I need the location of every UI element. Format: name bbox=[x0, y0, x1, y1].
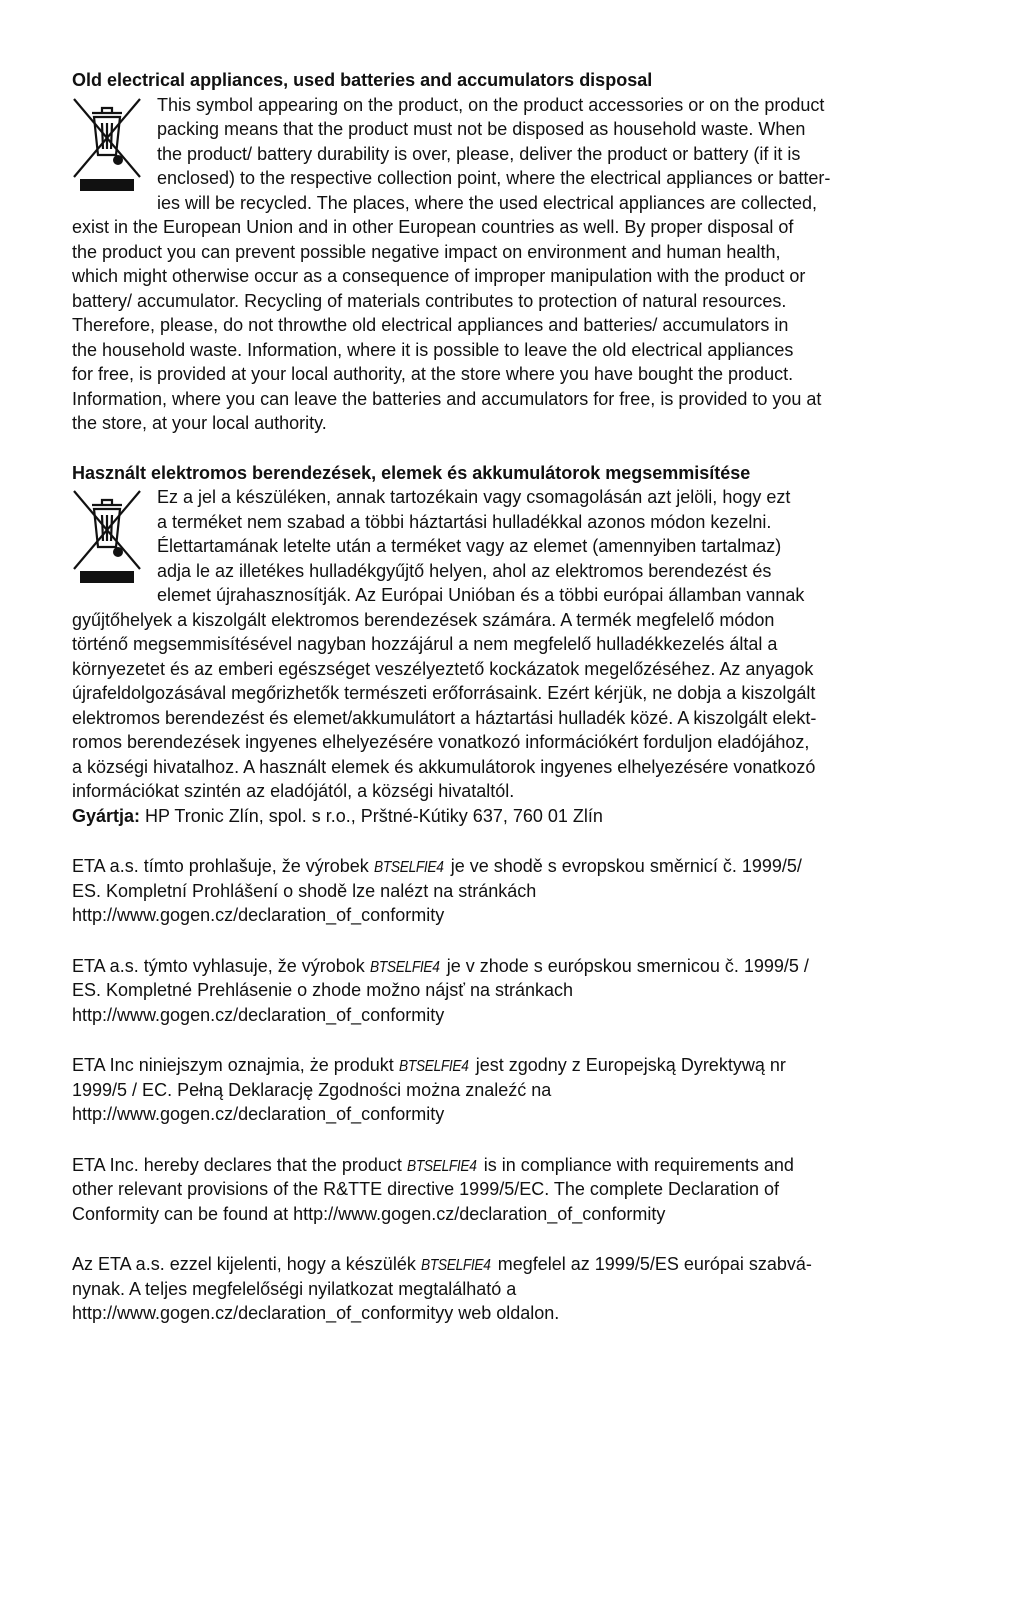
section-title-en: Old electrical appliances, used batteries and accumulators disposal bbox=[72, 70, 653, 90]
weee-block-hu bbox=[72, 485, 932, 608]
manufacturer-label: Gyártja: bbox=[72, 805, 141, 826]
en-body-line: Information, where you can leave the batteries and accumulators for free, is provided to you at bbox=[72, 388, 822, 409]
declaration-line bbox=[72, 954, 932, 979]
hu-indented-line: adja le az illetékes hulladékgyűjtő helyen, ahol az elektromos berendezést és bbox=[157, 560, 772, 581]
en-body-line: Therefore, please, do not throwthe old electrical appliances and batteries/ accumulators in bbox=[72, 315, 789, 335]
hu-body-line: elektromos berendezést és elemet/akkumulátort a háztartási hulladék közé. A kiszolgált elekt- bbox=[72, 707, 817, 728]
hu-indented-line: Élettartamának letelte után a terméket vagy az elemet (amennyiben tartalmaz) bbox=[157, 536, 782, 556]
declaration-text: je ve shodě s evropskou směrnicí č. 1999/5/ bbox=[445, 856, 802, 876]
declaration-hu bbox=[72, 1252, 932, 1326]
declaration-line: 1999/5 / EC. Pełną Deklarację Zgodności można znaleźć na bbox=[72, 1079, 552, 1100]
section-en-disposal bbox=[72, 68, 932, 436]
declaration-cz bbox=[72, 854, 932, 928]
model-name: BTSELFIE4 bbox=[398, 1058, 469, 1075]
hu-indented-line: a terméket nem szabad a többi háztartási hulladékkal azonos módon kezelni. bbox=[157, 511, 772, 532]
en-body-line: the product you can prevent possible negative impact on environment and human health, bbox=[72, 241, 781, 262]
declaration-line bbox=[72, 1053, 932, 1078]
declaration-text: megfelel az 1999/5/ES európai szabvá- bbox=[492, 1254, 812, 1274]
crossed-out-wheelie-bin-icon bbox=[72, 489, 142, 589]
declaration-text: je v zhode s európskou smernicou č. 1999/5 / bbox=[441, 955, 809, 976]
declaration-text: ETA Inc niniejszym oznajmia, że produkt bbox=[72, 1055, 399, 1075]
document-page bbox=[72, 68, 932, 1326]
declaration-url: Conformity can be found at http://www.gogen.cz/declaration_of_conformity bbox=[72, 1203, 666, 1224]
declaration-url: http://www.gogen.cz/declaration_of_conformity bbox=[72, 905, 445, 925]
hu-indented-line: elemet újrahasznosítják. Az Európai Unióban és a többi európai államban vannak bbox=[157, 585, 805, 605]
declaration-text: is in compliance with requirements and bbox=[478, 1154, 794, 1175]
declaration-line bbox=[72, 1252, 932, 1277]
declaration-url: http://www.gogen.cz/declaration_of_conformity bbox=[72, 1004, 445, 1025]
declaration-sk bbox=[72, 954, 932, 1028]
model-name: BTSELFIE4 bbox=[373, 859, 444, 876]
hu-body-line: információkat szintén az eladójától, a községi hivataltól. bbox=[72, 781, 515, 801]
weee-block-en bbox=[72, 93, 932, 216]
model-name: BTSELFIE4 bbox=[369, 958, 440, 976]
declaration-text: ETA a.s. týmto vyhlasuje, že výrobok bbox=[72, 955, 370, 976]
declaration-en bbox=[72, 1153, 932, 1227]
manufacturer-line bbox=[72, 804, 932, 829]
model-name: BTSELFIE4 bbox=[420, 1257, 491, 1274]
en-indented-line: ies will be recycled. The places, where the used electrical appliances are collected, bbox=[157, 192, 818, 213]
hu-body-line: környezetet és az emberi egészséget veszélyeztető kockázatok megelőzéséhez. Az anyagok bbox=[72, 658, 814, 679]
en-indented-line: This symbol appearing on the product, on the product accessories or on the product bbox=[157, 94, 825, 115]
section-hu-disposal bbox=[72, 461, 932, 829]
en-body-line: which might otherwise occur as a consequence of improper manipulation with the product or bbox=[72, 266, 806, 286]
hu-body-line: történő megsemmisítésével nagyban hozzájárul a nem megfelelő hulladékkezelés által a bbox=[72, 634, 778, 654]
declaration-line: ES. Kompletní Prohlášení o shodě lze nalézt na stránkách bbox=[72, 880, 537, 901]
declaration-line bbox=[72, 1153, 932, 1178]
en-indented-line: enclosed) to the respective collection point, where the electrical appliances or batter- bbox=[157, 168, 831, 188]
hu-body-line: romos berendezések ingyenes elhelyezésére vonatkozó információkért forduljon eladójához, bbox=[72, 732, 810, 752]
model-name: BTSELFIE4 bbox=[406, 1157, 477, 1175]
declaration-text: ETA a.s. tímto prohlašuje, že výrobek bbox=[72, 856, 374, 876]
en-body-line: the household waste. Information, where it is possible to leave the old electrical appliances bbox=[72, 339, 794, 360]
en-body-line: exist in the European Union and in other European countries as well. By proper disposal of bbox=[72, 217, 794, 237]
crossed-out-wheelie-bin-icon bbox=[72, 97, 142, 197]
manufacturer-value: HP Tronic Zlín, spol. s r.o., Prštné-Kútiky 637, 760 01 Zlín bbox=[140, 805, 603, 826]
en-body-line: the store, at your local authority. bbox=[72, 413, 327, 433]
en-indented-line: packing means that the product must not be disposed as household waste. When bbox=[157, 119, 806, 139]
declaration-text: ETA Inc. hereby declares that the product bbox=[72, 1154, 407, 1175]
hu-body-line: a községi hivatalhoz. A használt elemek és akkumulátorok ingyenes elhelyezésére vonatkozó bbox=[72, 756, 816, 777]
en-body-line: for free, is provided at your local authority, at the store where you have bought the product. bbox=[72, 364, 794, 384]
declaration-pl bbox=[72, 1053, 932, 1127]
en-body-line: battery/ accumulator. Recycling of materials contributes to protection of natural resources. bbox=[72, 290, 787, 311]
declaration-url: http://www.gogen.cz/declaration_of_conformityy web oldalon. bbox=[72, 1303, 560, 1323]
declaration-line bbox=[72, 854, 932, 879]
declaration-line: ES. Kompletné Prehlásenie o zhode možno nájsť na stránkach bbox=[72, 980, 574, 1000]
section-title-hu: Használt elektromos berendezések, elemek és akkumulátorok megsemmisítése bbox=[72, 462, 751, 483]
declaration-text: jest zgodny z Europejską Dyrektywą nr bbox=[470, 1055, 786, 1075]
hu-body-line: gyűjtőhelyek a kiszolgált elektromos berendezések számára. A termék megfelelő módon bbox=[72, 609, 775, 630]
declaration-url: http://www.gogen.cz/declaration_of_conformity bbox=[72, 1104, 445, 1124]
hu-body-line: újrafeldolgozásával megőrizhetők természeti erőforrásaink. Ezért kérjük, ne dobja a kiszolgált bbox=[72, 683, 816, 703]
hu-indented-line: Ez a jel a készüléken, annak tartozékain vagy csomagolásán azt jelöli, hogy ezt bbox=[157, 487, 791, 507]
declaration-text: Az ETA a.s. ezzel kijelenti, hogy a készülék bbox=[72, 1254, 421, 1274]
declaration-line: other relevant provisions of the R&TTE directive 1999/5/EC. The complete Declaration of bbox=[72, 1179, 780, 1199]
en-indented-line: the product/ battery durability is over, please, deliver the product or battery (if it is bbox=[157, 143, 801, 164]
declaration-line: nynak. A teljes megfelelőségi nyilatkozat megtalálható a bbox=[72, 1278, 517, 1299]
